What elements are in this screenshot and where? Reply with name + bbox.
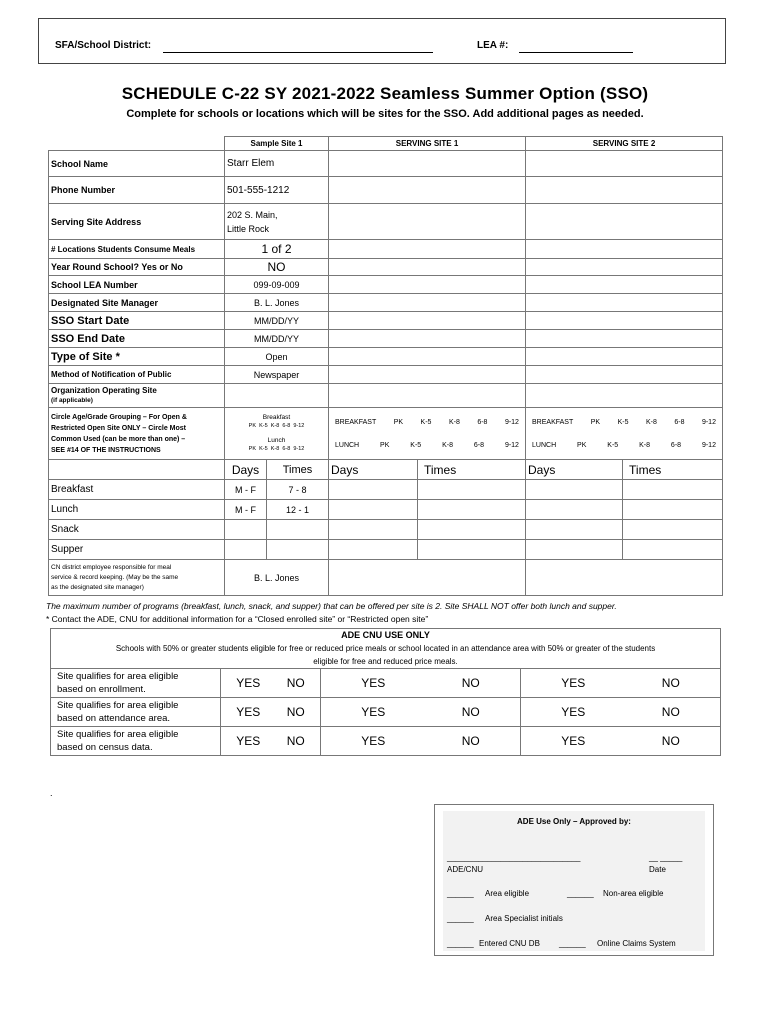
org-operating-sub: (if applicable) [51,396,93,404]
breakfast-days-site2[interactable] [526,480,623,500]
lea-label: LEA #: [477,40,509,51]
lunch-days-site1[interactable] [329,500,418,520]
address-line2: Little Rock [227,223,270,234]
lunch-days-site2[interactable] [526,500,623,520]
site2-breakfast-grades[interactable] [528,419,720,426]
date-line[interactable]: __ _____ [649,853,683,862]
grade: PK [248,423,256,429]
snack-days-site2[interactable] [526,520,623,540]
snack-row-label: Snack [49,520,225,540]
page-subtitle: Complete for schools or locations which will be sites for the SSO. Add additional pages as needed. [126,108,644,120]
school-name-site1[interactable] [329,151,526,177]
site1-breakfast-grades[interactable] [331,419,523,426]
page-title: SCHEDULE C-22 SY 2021-2022 Seamless Summer Option (SSO) [121,84,649,103]
address-line1: 202 S. Main, [227,209,278,220]
days-header-site1: Days [329,460,418,480]
grade-k8[interactable]: K-8 [442,441,453,449]
lunch-times-site2[interactable] [623,500,723,520]
area-eligible-blank[interactable]: ______ [447,889,474,898]
phone-site2[interactable] [526,177,723,204]
no-option[interactable]: NO [286,705,305,719]
school-name-sample: Starr Elem [225,151,329,177]
employee-sample: B. L. Jones [225,560,329,596]
org-operating-site1[interactable] [329,384,526,408]
ade-title: ADE CNU USE ONLY [341,630,430,640]
sample-lunch-label: Lunch [267,437,286,444]
online-label: Online Claims System [597,939,676,948]
col-site2: SERVING SITE 2 [526,137,723,151]
manager-site2[interactable] [526,294,723,312]
locations-sample: 1 of 2 [225,240,329,259]
grade-68[interactable]: 6-8 [477,418,488,426]
supper-times-site1[interactable] [418,540,526,560]
grade-k5[interactable]: K-5 [410,441,422,449]
org-operating-site2[interactable] [526,384,723,408]
approval-title: ADE Use Only – Approved by: [517,817,631,826]
ade-desc-line2: eligible for free and reduced price meals. [313,657,458,666]
grouping-line3: Common Used (can be more than one) – [51,435,186,443]
employee-site1[interactable] [329,560,526,596]
grade-68[interactable]: 6-8 [670,441,682,449]
locations-site2[interactable] [526,240,723,259]
q-census-line2: based on census data. [57,742,153,753]
grouping-sample [225,408,329,460]
yes-option[interactable]: YES [361,734,386,748]
no-option[interactable]: NO [461,705,480,719]
locations-site1[interactable] [329,240,526,259]
area-eligible-label: Area eligible [485,889,530,898]
grade-pk[interactable]: PK [577,441,587,449]
lunch-times-sample: 12 - 1 [267,500,329,520]
grade-pk[interactable]: PK [380,441,390,449]
days-header-sample: Days [225,460,267,480]
sample-breakfast-grades [227,422,326,431]
sfa-label: SFA/School District: [55,40,152,51]
yes-option[interactable]: YES [361,705,386,719]
yes-option[interactable]: YES [236,676,261,690]
grade: 9-12 [293,423,305,429]
notification-site1[interactable] [329,366,526,384]
q-attendance-label [51,698,221,727]
notification-site2[interactable] [526,366,723,384]
lunch-row-label: Lunch [49,500,225,520]
specialist-blank[interactable]: ______ [447,914,474,923]
online-blank[interactable]: ______ [559,939,586,948]
grade: K-8 [270,423,280,429]
grade: PK [248,446,256,452]
grade-k8[interactable]: K-8 [448,418,460,426]
site-type-site1[interactable] [329,348,526,366]
grade-68[interactable]: 6-8 [473,441,485,449]
phone-site1[interactable] [329,177,526,204]
q-attendance-sample[interactable] [221,698,321,727]
end-date-label: SSO End Date [49,330,225,348]
breakfast-times-site2[interactable] [623,480,723,500]
yes-option[interactable]: YES [236,705,261,719]
note-max-programs: The maximum number of programs (breakfast, lunch, snack, and supper) that can be offered per site is 2. Site SHALL NOT offer both lunch and supper. [46,601,617,611]
site1-lunch-grades[interactable] [331,442,523,449]
no-option[interactable]: NO [286,676,305,690]
grouping-site1[interactable] [329,408,526,460]
sfa-input-line[interactable] [163,52,433,53]
end-date-sample: MM/DD/YY [225,330,329,348]
lea-number-site2[interactable] [526,276,723,294]
q-enrollment-line1: Site qualifies for area eligible [57,671,179,682]
q-attendance-line2: based on attendance area. [57,713,171,724]
times-header-site2: Times [623,460,723,480]
breakfast-days-sample: M - F [225,480,267,500]
org-operating-text: Organization Operating Site [51,385,157,395]
employee-site2[interactable] [526,560,723,596]
manager-label: Designated Site Manager [49,294,225,312]
non-area-blank[interactable]: ______ [567,889,594,898]
supper-times-sample [267,540,329,560]
q-attendance-site2[interactable] [521,698,721,727]
grade: K-5 [259,423,268,429]
non-area-label: Non-area eligible [603,889,664,898]
no-option[interactable]: NO [461,676,480,690]
org-operating-sample [225,384,329,408]
breakfast-times-site1[interactable] [418,480,526,500]
employee-label [49,560,225,596]
breakfast-times-sample: 7 - 8 [267,480,329,500]
supper-days-sample [225,540,267,560]
start-date-sample: MM/DD/YY [225,312,329,330]
manager-site1[interactable] [329,294,526,312]
grade-pk[interactable]: PK [393,418,404,426]
q-census-sample[interactable] [221,727,321,756]
grade-912[interactable]: 9-12 [504,441,519,449]
sample-breakfast-label: Breakfast [262,414,291,421]
lunch-label: LUNCH [532,441,557,449]
manager-sample: B. L. Jones [225,294,329,312]
start-date-label: SSO Start Date [49,312,225,330]
days-header-site2: Days [526,460,623,480]
address-site2[interactable] [526,204,723,240]
site2-lunch-grades[interactable] [528,442,720,449]
no-option[interactable]: NO [286,734,305,748]
grade-k8[interactable]: K-8 [639,441,651,449]
stray-dot: . [50,788,53,798]
yes-option[interactable]: YES [561,705,586,719]
times-header-sample: Times [267,460,329,480]
q-enrollment-sample[interactable] [221,669,321,698]
q-census-line1: Site qualifies for area eligible [57,729,179,740]
grade-912[interactable]: 9-12 [701,418,716,426]
grade-k5[interactable]: K-5 [617,418,629,426]
no-option[interactable]: NO [461,734,480,748]
phone-label: Phone Number [49,177,225,204]
q-enrollment-label [51,669,221,698]
specialist-label: Area Specialist initials [485,914,563,923]
approval-inner [443,811,705,951]
yes-option[interactable]: YES [361,676,386,690]
sites-table [48,136,723,596]
org-operating-label [49,384,225,408]
grade-pk[interactable]: PK [590,418,601,426]
no-option[interactable]: NO [661,705,680,719]
approval-box [434,804,714,956]
header-box [38,18,726,64]
breakfast-row-label: Breakfast [49,480,225,500]
grade: K-5 [259,446,268,452]
year-round-label: Year Round School? Yes or No [49,259,225,276]
grade-912[interactable]: 9-12 [701,441,716,449]
supper-row-label: Supper [49,540,225,560]
col-sample: Sample Site 1 [225,137,329,151]
yes-option[interactable]: YES [236,734,261,748]
grade-k8[interactable]: K-8 [645,418,657,426]
address-label: Serving Site Address [49,204,225,240]
grouping-site2[interactable] [526,408,723,460]
snack-times-site1[interactable] [418,520,526,540]
supper-times-site2[interactable] [623,540,723,560]
q-census-site2[interactable] [521,727,721,756]
grade-k5[interactable]: K-5 [420,418,432,426]
q-attendance-line1: Site qualifies for area eligible [57,700,179,711]
ade-table [50,628,721,756]
times-header-site1: Times [418,460,526,480]
lea-number-site1[interactable] [329,276,526,294]
entered-label: Entered CNU DB [479,939,540,948]
supper-days-site2[interactable] [526,540,623,560]
no-option[interactable]: NO [661,734,680,748]
locations-label: # Locations Students Consume Meals [49,240,225,259]
grouping-line2: Restricted Open Site ONLY – Circle Most [51,424,186,432]
note-contact: * Contact the ADE, CNU for additional information for a “Closed enrolled site” or “Restricted open site” [46,614,429,624]
col-site1: SERVING SITE 1 [329,137,526,151]
q-enrollment-site1[interactable] [321,669,521,698]
grade-912[interactable]: 9-12 [504,418,519,426]
lea-number-label: School LEA Number [49,276,225,294]
address-sample [225,204,329,240]
end-date-site2[interactable] [526,330,723,348]
grade: 6-8 [282,446,291,452]
yes-option[interactable]: YES [561,734,586,748]
no-option[interactable]: NO [661,676,680,690]
signature-line[interactable]: ______________________________ [447,853,581,862]
ade-desc-line1: Schools with 50% or greater students eligible for free or reduced price meals or school located in an attendance area with 50% or greater of the students [115,644,656,653]
lunch-label: LUNCH [335,441,360,449]
grade: 9-12 [293,446,305,452]
start-date-site1[interactable] [329,312,526,330]
yes-option[interactable]: YES [561,676,586,690]
employee-line1: CN district employee responsible for meal [51,563,172,571]
site-type-label: Type of Site * [49,348,225,366]
year-round-site1[interactable] [329,259,526,276]
q-census-site1[interactable] [321,727,521,756]
lunch-days-sample: M - F [225,500,267,520]
snack-times-site2[interactable] [623,520,723,540]
grouping-line4: SEE #14 OF THE INSTRUCTIONS [51,446,161,454]
date-label: Date [649,865,666,874]
employee-line3: as the designated site manager) [51,583,144,591]
lunch-times-site1[interactable] [418,500,526,520]
grade: K-8 [270,446,280,452]
year-round-sample: NO [225,259,329,276]
grade-68[interactable]: 6-8 [674,418,685,426]
start-date-site2[interactable] [526,312,723,330]
ade-cnu-label: ADE/CNU [447,865,484,874]
site-type-site2[interactable] [526,348,723,366]
site-type-sample: Open [225,348,329,366]
supper-days-site1[interactable] [329,540,418,560]
q-enrollment-line2: based on enrollment. [57,684,146,695]
snack-days-sample [225,520,267,540]
end-date-site1[interactable] [329,330,526,348]
breakfast-label: BREAKFAST [532,418,574,426]
employee-line2: service & record keeping. (May be the same [51,573,179,581]
grouping-line1: Circle Age/Grade Grouping – For Open & [51,413,187,421]
entered-blank[interactable]: ______ [447,939,474,948]
address-site1[interactable] [329,204,526,240]
ade-header-cell [51,629,721,669]
q-enrollment-site2[interactable] [521,669,721,698]
snack-times-sample [267,520,329,540]
notification-sample: Newspaper [225,366,329,384]
lea-input-line[interactable] [519,52,633,53]
breakfast-days-site1[interactable] [329,480,418,500]
year-round-site2[interactable] [526,259,723,276]
grouping-label [49,408,225,460]
snack-days-site1[interactable] [329,520,418,540]
breakfast-label: BREAKFAST [335,418,377,426]
q-attendance-site1[interactable] [321,698,521,727]
sample-lunch-grades [227,445,326,454]
lea-number-sample: 099-09-009 [225,276,329,294]
school-name-label: School Name [49,151,225,177]
q-census-label [51,727,221,756]
notification-label: Method of Notification of Public [49,366,225,384]
school-name-site2[interactable] [526,151,723,177]
phone-sample: 501-555-1212 [225,177,329,204]
grade: 6-8 [282,423,291,429]
grade-k5[interactable]: K-5 [607,441,619,449]
